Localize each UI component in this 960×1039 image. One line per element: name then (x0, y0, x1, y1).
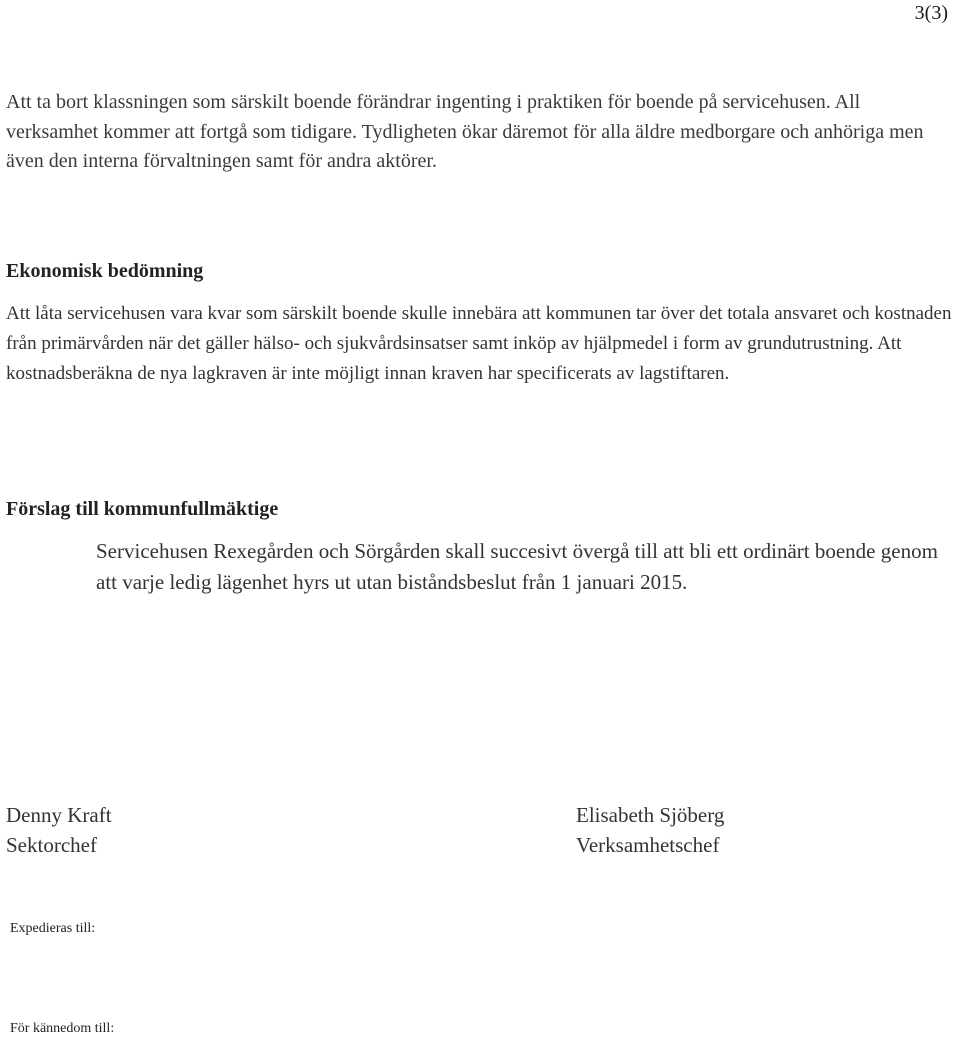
signatory-title: Sektorchef (6, 833, 97, 857)
intro-paragraph: Att ta bort klassningen som särskilt boende förändrar ingenting i praktiken för boende på servicehusen. All verksamhet kommer att fortgå som tidigare. Tydligheten ökar däremot för alla äldre medborgare och anhöriga men även den interna förvaltningen samt för andra aktörer. (6, 91, 924, 172)
economic-assessment-paragraph: Att låta servicehusen vara kvar som särskilt boende skulle innebära att kommunen tar över det totala ansvaret och kostnaden från primärvården när det gäller hälso- och sjukvårdsinsatser samt inköp av hjälpmedel i form av grundutrustning. Att kostnadsberäkna de nya lagkraven är inte möjligt innan kraven har specificerats av lagstiftaren. (6, 303, 952, 384)
signature-block-right (576, 800, 724, 860)
expedieras-label: Expedieras till: (10, 921, 96, 936)
page-number: 3(3) (914, 2, 948, 24)
kannedom-label: För kännedom till: (10, 1021, 115, 1036)
signatory-title: Verksamhetschef (576, 833, 720, 857)
signatory-name: Denny Kraft (6, 803, 112, 827)
proposal-heading: Förslag till kommunfullmäktige (6, 498, 279, 520)
economic-assessment-heading: Ekonomisk bedömning (6, 260, 204, 282)
proposal-paragraph: Servicehusen Rexegården och Sörgården skall succesivt övergå till att bli ett ordinärt boende genom att varje ledig lägenhet hyrs ut utan biståndsbeslut från 1 januari 2015. (96, 539, 938, 594)
signature-block-left (6, 800, 112, 860)
signatory-name: Elisabeth Sjöberg (576, 803, 725, 827)
